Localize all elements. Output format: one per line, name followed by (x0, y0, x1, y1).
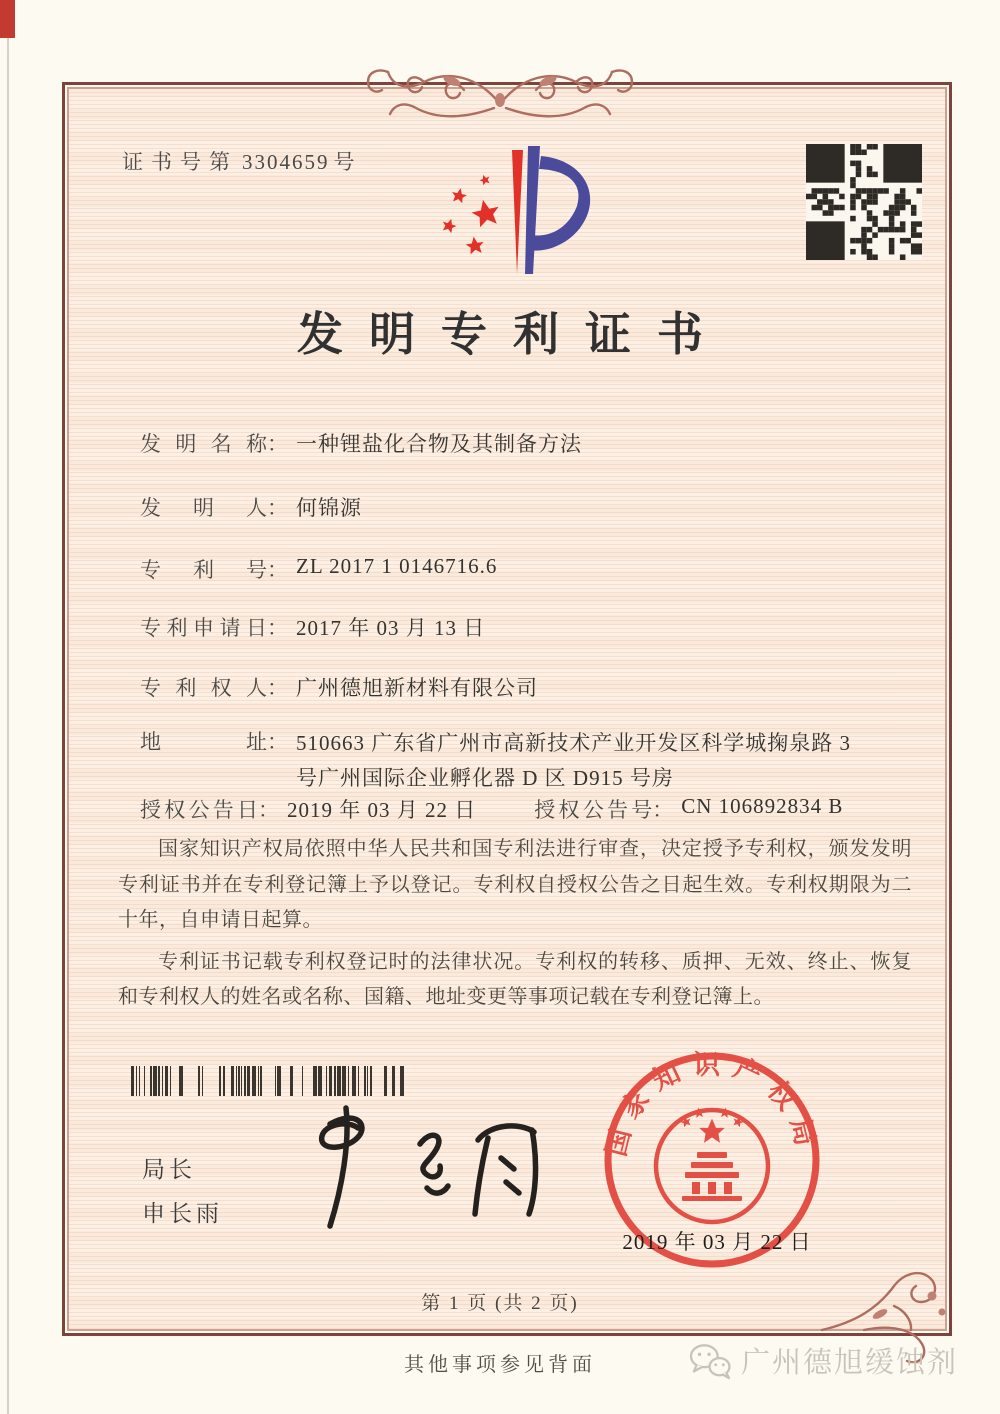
certificate-number-line (122, 146, 355, 176)
page-indicator: 第 1 页 (共 2 页) (421, 1293, 579, 1314)
back-note: 其他事项参见背面 (404, 1354, 596, 1376)
legal-text-block (118, 832, 912, 1022)
field-inventor (140, 492, 362, 522)
field-value: 一种锂盐化合物及其制备方法 (296, 432, 582, 456)
red-corner-tab (0, 0, 15, 38)
logo-stars (440, 173, 502, 255)
signoff-block (142, 1148, 223, 1235)
field-label: 发明名称 (140, 432, 267, 456)
signoff-title: 局长 (142, 1157, 196, 1182)
field-patentee (140, 672, 538, 702)
signoff-name: 申长雨 (142, 1200, 223, 1226)
label-colon: ： (267, 432, 288, 456)
label-colon: ： (267, 496, 288, 520)
field-address (140, 726, 851, 795)
field-value: ZL 2017 1 0146716.6 (296, 554, 498, 578)
field-label: 地址 (140, 730, 267, 754)
wechat-icon (687, 1342, 733, 1380)
field-value: 2019 年 03 月 22 日 (287, 798, 477, 822)
qr-code (806, 144, 922, 260)
field-value: 2017 年 03 月 13 日 (296, 616, 486, 640)
field-value: 广州德旭新材料有限公司 (296, 676, 538, 700)
legal-paragraph-1: 国家知识产权局依照中华人民共和国专利法进行审查，决定授予专利权，颁发发明专利证书并在专利登记簿上予以登记。专利权自授权公告之日起生效。专利权期限为二十年，自申请日起算。 (118, 838, 912, 932)
svg-text:国家知识产权局 (601, 1050, 824, 1159)
cnipa-logo (428, 134, 612, 290)
field-value (296, 726, 851, 795)
legal-paragraph-2: 专利证书记载专利权登记时的法律状况。专利权的转移、质押、无效、终止、恢复和专利权人的姓名或名称、国籍、地址变更等事项记载在专利登记簿上。 (118, 950, 912, 1009)
field-value: CN 106892834 B (681, 794, 844, 818)
label-colon: ： (267, 676, 288, 700)
field-label: 授权公告日 (140, 798, 258, 822)
field-filing-date (140, 612, 485, 642)
label-colon: ： (258, 798, 279, 822)
label-colon: ： (267, 616, 288, 640)
field-label: 发明人 (140, 496, 267, 520)
watermark-text: 广州德旭缓蚀剂 (740, 1347, 958, 1379)
field-grant-number (534, 794, 843, 824)
field-patent-number (140, 554, 497, 584)
photo-edge-artifact (7, 0, 9, 1414)
label-colon: ： (652, 798, 674, 822)
certificate-title: 发明专利证书 (297, 309, 729, 360)
logo-red-wedge (512, 150, 523, 274)
field-grant-row (140, 794, 843, 824)
certificate-number-prefix: 证书号第 (122, 150, 238, 174)
seal-date: 2019 年 03 月 22 日 (622, 1230, 812, 1254)
field-label: 专利权人 (140, 676, 267, 700)
field-grant-date (140, 794, 476, 824)
commissioner-signature (270, 1100, 570, 1235)
certificate-number-suffix: 号 (333, 150, 355, 174)
field-value: 何锦源 (296, 496, 362, 520)
logo-blue-stem (525, 146, 540, 274)
field-label: 专利申请日 (140, 616, 267, 640)
field-invention-name (140, 428, 582, 458)
source-watermark (687, 1340, 958, 1381)
label-colon: ： (267, 558, 288, 582)
barcode (125, 1066, 413, 1096)
seal-ring-text: 国家知识产权局 (600, 1050, 824, 1160)
label-colon: ： (267, 730, 288, 754)
address-line-1: 510663 广东省广州市高新技术产业开发区科学城掬泉路 3 (296, 731, 851, 755)
seal-national-emblem (656, 1107, 768, 1222)
field-label: 专利号 (140, 558, 267, 582)
address-line-2: 号广州国际企业孵化器 D 区 D915 号房 (296, 765, 674, 790)
certificate-number-digits: 3304659 (242, 150, 330, 174)
field-label: 授权公告号 (534, 798, 653, 822)
